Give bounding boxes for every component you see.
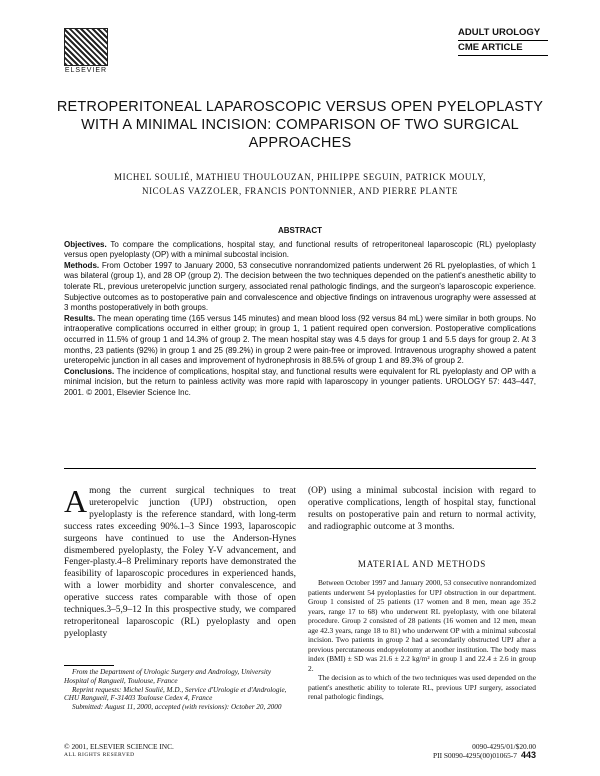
copyright: © 2001, ELSEVIER SCIENCE INC.: [64, 742, 174, 751]
elsevier-tree-icon: [64, 28, 108, 66]
issn: 0090-4295/01/$20.00: [472, 742, 536, 751]
article-title: RETROPERITONEAL LAPAROSCOPIC VERSUS OPEN PYELOPLASTY WITH A MINIMAL INCISION: COMPARISON OF TWO SURGICAL APPROACHES: [56, 99, 544, 151]
intro-text: mong the current surgical techniques to treat ureteropelvic junction (UPJ) obstruction, open pyeloplasty is the reference standard, with long-term success rates exceeding 90%.1–3 Since 1993, laparoscopic surgeons have continued to use the Anderson-Hynes dismembered pyeloplasty, the Foley Y-V advancement, and Fenger-plasty.4–8 Preliminary reports have demonstrated the feasibility of laparoscopic procedures in experienced hands, with a lower morbidity and shorter convalescence, and operative success rates comparable with those of open techniques.3–5,9–12 In this prospective study, we compared retroperitoneal laparoscopic (RL) pyeloplasty and open pyeloplasty: [64, 486, 296, 639]
abstract-conclusions: [64, 367, 536, 399]
body-column-1: [64, 483, 296, 641]
footnote-affiliation: From the Department of Urologic Surgery and Andrology, University Hospital of Rangueil, Toulouse, France: [64, 668, 272, 685]
elsevier-logo: [64, 28, 108, 76]
footer-right: [433, 742, 536, 760]
authors-line-1: MICHEL SOULIÉ, MATHIEU THOULOUZAN, PHILIPPE SEGUIN, PATRICK MOULY,: [114, 172, 486, 182]
footnote: [64, 668, 296, 712]
objectives-text: To compare the complications, hospital stay, and functional results of retroperitoneal laparoscopic (RL) pyeloplasty versus open pyeloplasty (OP) with a minimal subcostal incision.: [64, 239, 536, 260]
rights: ALL RIGHTS RESERVED: [64, 752, 135, 758]
abstract-divider: [64, 468, 536, 469]
methods-paragraph-2: The decision as to which of the two techniques was used depended on the patient's anesthetic ability to tolerate RL, previous UPJ surgery, associated renal pathologic findings,: [308, 673, 536, 701]
page-number: 443: [520, 750, 536, 760]
methods-label: Methods.: [64, 260, 100, 270]
authors-line-2: NICOLAS VAZZOLER, FRANCIS PONTONNIER, AND PIERRE PLANTE: [141, 186, 459, 196]
article-tag: CME ARTICLE: [458, 41, 548, 56]
results-label: Results.: [64, 313, 96, 323]
abstract: [64, 226, 536, 399]
abstract-methods: [64, 261, 536, 314]
results-text: The mean operating time (165 versus 145 minutes) and mean blood loss (92 versus 84 mL) were similar in both groups. No intraoperative complications occurred in either group; in group 1, 1 patient required open conversion. Postoperative complications occurred in 11.5% of group 1 and 14.3% of group 2. The mean hospital stay was 4.5 days for group 1 and 5.5 days for group 2. At 3 months, 23 patients (92%) in group 1 and 25 (89.2%) in group 2 were pain-free or improved. Intravenous urography showed a patent ureteropelvic junction in all cases and improvement of hydronephrosis in 88.5% of group 1 and 89.3% of group 2.: [64, 313, 536, 366]
conclusions-label: Conclusions.: [64, 366, 115, 376]
abstract-heading: ABSTRACT: [278, 226, 322, 235]
abstract-objectives: [64, 240, 536, 261]
footnote-divider: [64, 665, 114, 666]
abstract-results: [64, 314, 536, 367]
footnote-submitted: Submitted: August 11, 2000, accepted (with revisions): October 20, 2000: [72, 703, 282, 712]
footer-left: [64, 742, 174, 760]
body-column-2-intro: (OP) using a minimal subcostal incision with regard to operative complications, length of hospital stay, functional results on postoperative pain and return to normal activity, and radiographic outcome at 3 months.: [308, 486, 536, 532]
methods-paragraph-1: Between October 1997 and January 2000, 53 consecutive nonrandomized patients underwent 54 pyeloplasties for UPJ obstruction in our department. Group 1 consisted of 25 patients (17 women and 8 men, mean age 35.2 years, range 17 to 68) who underwent RL pyeloplasty, with one bilateral procedure. Group 2 consisted of 28 patients (16 women and 12 men, mean age 42.3 years, range 18 to 81) who underwent OP with a minimal subcostal incision. Two patients in group 2 had a secondarily obstructed UPJ after a previous percutaneous endopyelotomy at another institution. The body mass index (BMI) ± SD was 21.6 ± 2.2 kg/m² in group 1 and 22.4 ± 2.6 in group 2.: [308, 578, 536, 673]
author-list: [50, 170, 550, 198]
pii: PII S0090-4295(00)01065-7: [433, 751, 517, 760]
conclusions-text: The incidence of complications, hospital stay, and functional results were equivalent for RL pyeloplasty and OP with a minimal incision, but the return to painless activity was more rapid with laparoscopy in younger patients.: [64, 366, 536, 387]
methods-text: From October 1997 to January 2000, 53 consecutive nonrandomized patients underwent 26 RL pyeloplasties, of which 1 was bilateral (group 1), and 28 OP (group 2). The decision between the two techniques depended on the patient's anesthetic ability to tolerate RL, previous ureteropelvic junction surgery, associated renal pathologic findings, and the surgeon's laparoscopic experience. Subjective outcomes as to postoperative pain and convalescence and objective findings on intravenous urography were assessed at 3 months postoperatively in both groups.: [64, 260, 536, 313]
section-tags: [458, 26, 548, 56]
journal-tag: ADULT UROLOGY: [458, 26, 548, 41]
citation: UROLOGY 57: 443–447, 2001. © 2001, Elsevier Science Inc.: [64, 377, 536, 397]
publisher-name: ELSEVIER: [64, 67, 108, 74]
drop-cap: A: [64, 483, 88, 519]
footnote-reprint: Reprint requests: Michel Soulié, M.D., Service d'Urologie et d'Andrologie, CHU Rangueil, F-31403 Toulouse Cedex 4, France: [64, 685, 287, 703]
section-heading: MATERIAL AND METHODS: [357, 559, 487, 569]
objectives-label: Objectives.: [64, 239, 107, 249]
methods-section: [308, 578, 536, 702]
pii-line: [433, 751, 536, 760]
